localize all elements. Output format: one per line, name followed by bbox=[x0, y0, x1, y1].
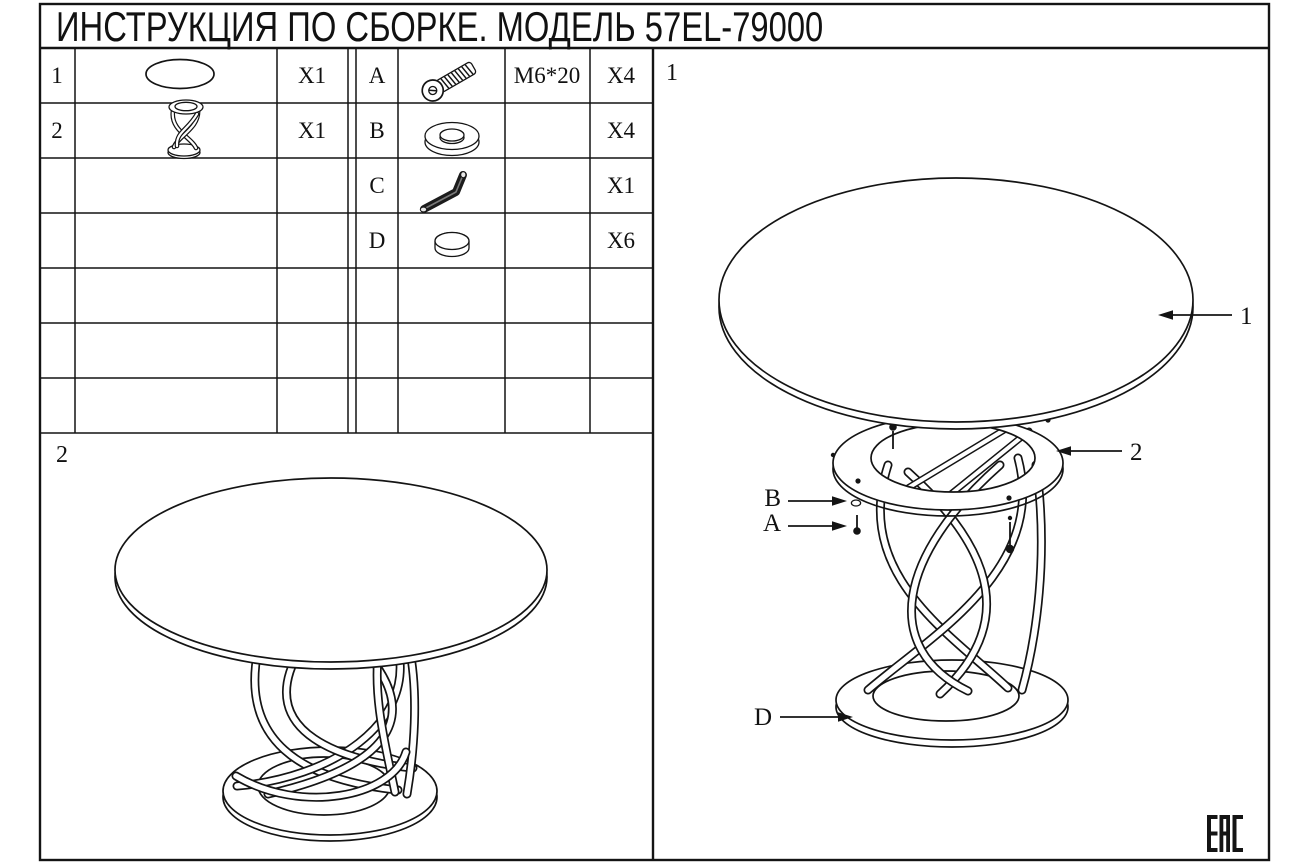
callout-tabletop-label: 1 bbox=[1240, 303, 1253, 330]
tabletop-icon bbox=[146, 60, 214, 89]
part-row-number: 2 bbox=[51, 118, 63, 143]
hardware-qty: X6 bbox=[606, 228, 636, 253]
step1-label: 1 bbox=[666, 60, 678, 86]
callout-bolt bbox=[763, 510, 847, 537]
washer-icon bbox=[425, 123, 479, 156]
callout-ring-label: 2 bbox=[1130, 439, 1143, 466]
parts-table-grid bbox=[40, 48, 653, 433]
step1-panel bbox=[666, 60, 1253, 747]
hardware-letter: C bbox=[369, 173, 385, 198]
part-row-number: 1 bbox=[51, 63, 63, 88]
hardware-qty: X1 bbox=[606, 173, 636, 198]
eac-mark bbox=[1197, 815, 1253, 852]
callout-washer-label: B bbox=[764, 485, 781, 512]
step1-legs-drawing bbox=[868, 424, 1041, 694]
callout-ring bbox=[1056, 439, 1143, 466]
callout-bolt-label: A bbox=[762, 510, 781, 537]
hardware-letter: D bbox=[368, 228, 386, 253]
hardware-spec: M6*20 bbox=[513, 63, 581, 88]
arrow-right-icon bbox=[832, 496, 847, 505]
bolt-icon bbox=[418, 58, 478, 105]
callout-base-cap-label: D bbox=[753, 704, 772, 731]
hardware-letter: A bbox=[368, 63, 386, 88]
allen-key-icon bbox=[420, 172, 466, 212]
glide-cap-icon bbox=[435, 233, 469, 257]
step2-tabletop-drawing bbox=[115, 478, 547, 669]
parts-table-hardware bbox=[369, 58, 636, 257]
hardware-qty: X4 bbox=[606, 63, 636, 88]
step1-base-drawing bbox=[836, 660, 1068, 747]
page-title: ИНСТРУКЦИЯ ПО СБОРКЕ. МОДЕЛЬ 57EL-79000 bbox=[56, 3, 824, 50]
part-qty: X1 bbox=[297, 118, 327, 143]
pedestal-base-icon bbox=[168, 100, 203, 159]
parts-table-left bbox=[51, 60, 326, 159]
step1-tabletop-drawing bbox=[719, 178, 1193, 429]
step2-panel bbox=[56, 442, 547, 841]
eac-mark-text: EAC bbox=[1197, 821, 1253, 852]
part-qty: X1 bbox=[297, 63, 327, 88]
hardware-qty: X4 bbox=[606, 118, 636, 143]
hardware-letter: B bbox=[369, 118, 385, 143]
callout-washer bbox=[764, 485, 847, 512]
arrow-right-icon bbox=[832, 521, 847, 530]
step2-label: 2 bbox=[56, 442, 68, 468]
sheet-frame bbox=[40, 4, 1269, 860]
